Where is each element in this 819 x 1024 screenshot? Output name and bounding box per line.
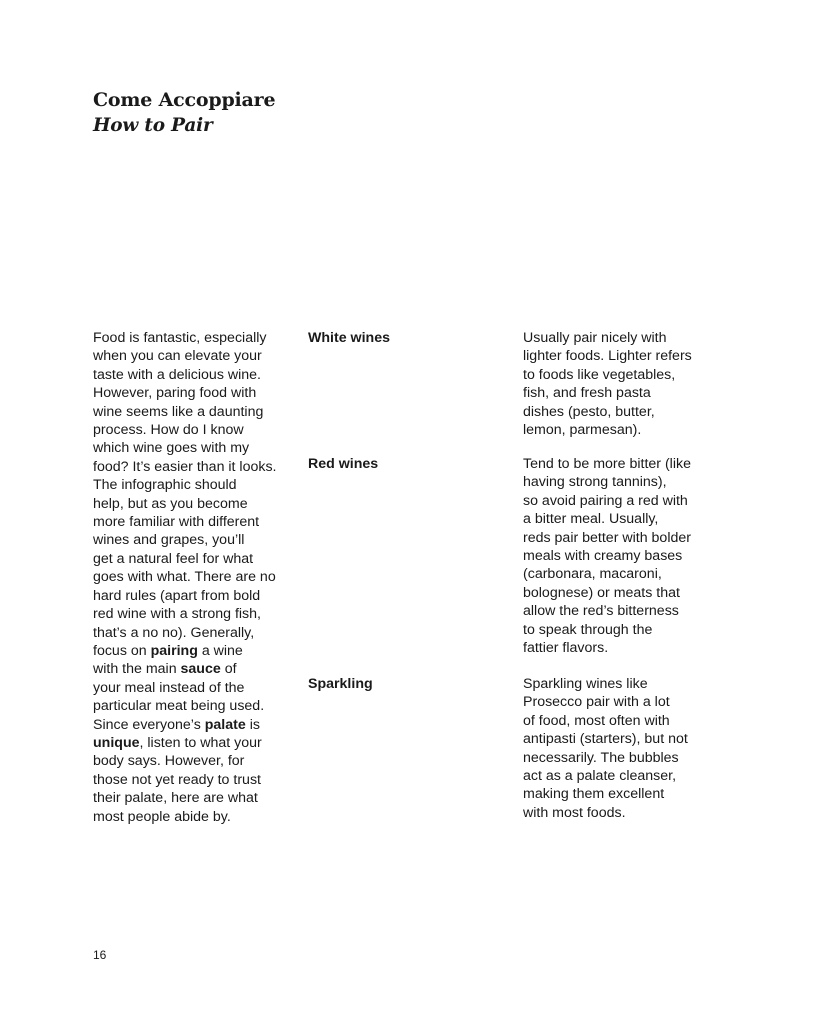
wine-description-red: [523, 455, 723, 657]
intro-text: with the main: [93, 661, 181, 678]
wine-description-line: dishes (pesto, butter,: [523, 403, 655, 420]
intro-line: [93, 752, 305, 770]
intro-line: [93, 734, 305, 752]
wine-description-line: reds pair better with bolder: [523, 529, 691, 546]
intro-line: [93, 697, 305, 715]
intro-line: [93, 513, 305, 531]
intro-line: [93, 716, 305, 734]
wine-description-line: fish, and fresh pasta: [523, 385, 651, 402]
intro-text: that’s a no no). Generally,: [93, 624, 255, 641]
intro-text: The infographic should: [93, 477, 237, 494]
intro-line: [93, 347, 305, 365]
intro-line: [93, 458, 305, 476]
wine-description-sparkling: [523, 675, 723, 822]
wine-description-line: so avoid pairing a red with: [523, 492, 688, 509]
wine-description-line: lemon, parmesan).: [523, 422, 642, 439]
page-title: Come Accoppiare: [93, 89, 276, 111]
wine-label-sparkling: Sparkling: [308, 676, 373, 692]
intro-line: [93, 495, 305, 513]
wine-description-line: making them excellent: [523, 786, 665, 803]
intro-text: most people abide by.: [93, 808, 231, 825]
intro-text: is: [245, 716, 260, 733]
intro-text: , listen to what your: [139, 734, 262, 751]
intro-line: [93, 605, 305, 623]
intro-line: [93, 439, 305, 457]
intro-text: wine seems like a daunting: [93, 403, 264, 420]
wine-description-line: antipasti (starters), but not: [523, 731, 688, 748]
intro-text: Food is fantastic, especially: [93, 330, 267, 346]
intro-emphasis: unique: [93, 734, 140, 751]
intro-emphasis: sauce: [180, 661, 221, 678]
intro-text: process. How do I know: [93, 422, 244, 439]
wine-description-line: necessarily. The bubbles: [523, 749, 679, 766]
intro-line: [93, 366, 305, 384]
intro-text: when you can elevate your: [93, 348, 262, 365]
wine-description-line: to foods like vegetables,: [523, 366, 676, 383]
intro-text: hard rules (apart from bold: [93, 587, 261, 604]
wine-description-line: having strong tannins),: [523, 474, 667, 491]
wine-description-line: meals with creamy bases: [523, 548, 683, 565]
intro-line: [93, 679, 305, 697]
intro-text: goes with what. There are no: [93, 569, 276, 586]
intro-text: wines and grapes, you’ll: [93, 532, 245, 549]
intro-text: food? It’s easier than it looks.: [93, 458, 277, 475]
wine-label-red: Red wines: [308, 456, 379, 472]
wine-description-line: with most foods.: [523, 804, 626, 821]
intro-line: [93, 660, 305, 678]
wine-description-line: Usually pair nicely with: [523, 330, 667, 346]
wine-description-line: Sparkling wines like: [523, 676, 648, 692]
wine-description-line: a bitter meal. Usually,: [523, 511, 659, 528]
intro-text: particular meat being used.: [93, 698, 265, 715]
intro-line: [93, 550, 305, 568]
wine-description-line: to speak through the: [523, 621, 653, 638]
intro-text: help, but as you become: [93, 495, 248, 512]
wine-description-line: Tend to be more bitter (like: [523, 456, 691, 472]
intro-text: taste with a delicious wine.: [93, 366, 261, 383]
intro-text: more familiar with different: [93, 514, 260, 531]
intro-emphasis: pairing: [150, 642, 198, 659]
wine-description-line: act as a palate cleanser,: [523, 768, 677, 785]
intro-text: those not yet ready to trust: [93, 771, 261, 788]
intro-text: a wine: [197, 642, 243, 659]
intro-line: [93, 421, 305, 439]
intro-text: focus on: [93, 642, 151, 659]
intro-line: [93, 403, 305, 421]
intro-line: [93, 808, 305, 826]
intro-line: [93, 789, 305, 807]
intro-line: [93, 384, 305, 402]
page-subtitle: How to Pair: [93, 115, 213, 136]
intro-emphasis: palate: [204, 716, 246, 733]
intro-text: their palate, here are what: [93, 790, 258, 807]
intro-line: [93, 771, 305, 789]
intro-text: However, paring food with: [93, 385, 257, 402]
intro-text: red wine with a strong fish,: [93, 606, 261, 623]
wine-description-line: of food, most often with: [523, 712, 670, 729]
wine-description-line: allow the red’s bitterness: [523, 603, 679, 620]
intro-line: [93, 587, 305, 605]
intro-text: of: [220, 661, 237, 678]
wine-description-line: (carbonara, macaroni,: [523, 566, 662, 583]
intro-line: [93, 568, 305, 586]
intro-text: which wine goes with my: [93, 440, 250, 457]
intro-text: your meal instead of the: [93, 679, 245, 696]
intro-line: [93, 476, 305, 494]
wine-description-white: [523, 329, 723, 439]
wine-description-line: Prosecco pair with a lot: [523, 694, 670, 711]
wine-label-white: White wines: [308, 330, 390, 346]
intro-text: get a natural feel for what: [93, 550, 254, 567]
wine-description-line: bolognese) or meats that: [523, 584, 680, 601]
page-number: 16: [93, 948, 107, 962]
intro-line: [93, 531, 305, 549]
wine-description-line: lighter foods. Lighter refers: [523, 348, 692, 365]
wine-description-line: fattier flavors.: [523, 640, 609, 657]
intro-line: [93, 642, 305, 660]
intro-text: Since everyone’s: [93, 716, 205, 733]
intro-line: [93, 329, 305, 347]
intro-paragraph: [93, 329, 305, 826]
intro-line: [93, 624, 305, 642]
intro-text: body says. However, for: [93, 753, 245, 770]
